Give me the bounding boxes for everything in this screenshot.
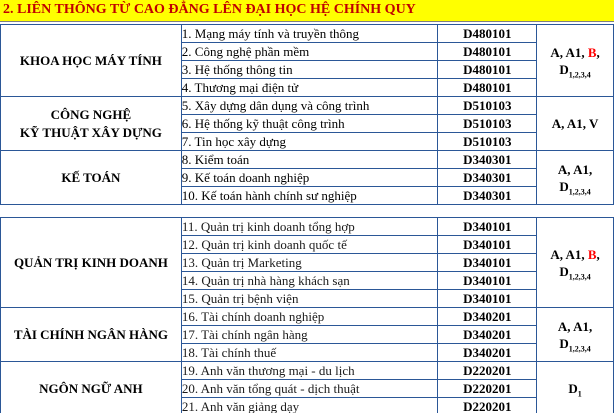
program-code: D340201: [438, 308, 537, 326]
faculty-name-line: QUẢN TRỊ KINH DOANH: [13, 254, 168, 270]
faculty-name-line: TÀI CHÍNH NGÂN HÀNG: [13, 326, 169, 342]
exam-blocks: [537, 362, 614, 413]
program-name: [181, 362, 438, 380]
faculty-name-line: CÔNG NGHỆ: [50, 106, 132, 122]
program-code: D220201: [438, 362, 537, 380]
program-name-text: 10. Kế toán hành chính sư nghiệp: [181, 187, 357, 203]
exam-blocks-d: D: [559, 61, 569, 77]
program-name: [181, 79, 438, 97]
faculty-name-line: KỸ THUẬT XÂY DỰNG: [19, 124, 162, 140]
exam-blocks-d: D: [559, 178, 569, 194]
program-code: D480101: [438, 25, 537, 43]
programs-table-top-body: [1, 25, 614, 205]
exam-blocks-sub: 1,2,3,4: [568, 187, 591, 197]
program-row: [1, 25, 614, 43]
program-name-text: 7. Tin học xây dựng: [181, 133, 286, 149]
program-name-text: 3. Hệ thống thông tin: [181, 61, 293, 77]
program-name-text: 14. Quản trị nhà hàng khách sạn: [181, 272, 350, 288]
exam-blocks-sub: 1,2,3,4: [568, 344, 591, 354]
program-name: [181, 272, 438, 290]
program-name: [181, 326, 438, 344]
program-code: D340301: [438, 169, 537, 187]
program-code: D220201: [438, 380, 537, 398]
program-code: D340301: [438, 151, 537, 169]
program-name: [181, 218, 438, 236]
exam-blocks-d: D: [568, 381, 578, 396]
program-name-text: 20. Anh văn tổng quát - dịch thuật: [181, 380, 360, 396]
exam-blocks-main: A, A1,: [550, 246, 588, 262]
program-name-text: 9. Kế toán doanh nghiệp: [181, 169, 310, 185]
exam-blocks: [537, 218, 614, 308]
program-code: D340101: [438, 272, 537, 290]
exam-blocks-accent: B: [587, 246, 597, 262]
program-name: [181, 344, 438, 362]
program-name: [181, 61, 438, 79]
program-row: [1, 151, 614, 169]
program-name: [181, 25, 438, 43]
programs-table-top: [0, 24, 614, 205]
exam-blocks-main: A, A1, V: [551, 116, 599, 131]
faculty-name: [1, 97, 182, 151]
program-name-text: 2. Công nghệ phần mềm: [181, 43, 310, 59]
program-code: D340101: [438, 218, 537, 236]
program-row: [1, 308, 614, 326]
exam-blocks-main: A, A1,: [557, 318, 593, 334]
faculty-name-line: KHOA HỌC MÁY TÍNH: [19, 52, 162, 68]
exam-blocks-d: D: [559, 263, 569, 279]
section-heading-bar: [0, 0, 614, 22]
faculty-name: [1, 218, 182, 308]
program-name-text: 12. Quản trị kinh doanh quốc tế: [181, 236, 347, 252]
program-name-text: 19. Anh văn thương mại - du lịch: [181, 362, 355, 378]
program-name: [181, 169, 438, 187]
program-code: D510103: [438, 97, 537, 115]
program-name-text: 11. Quản trị kinh doanh tổng hợp: [181, 218, 355, 234]
exam-blocks-sub: 1,2,3,4: [568, 272, 591, 282]
program-name: [181, 187, 438, 205]
programs-table-bottom-body: [1, 218, 614, 413]
program-code: D340101: [438, 290, 537, 308]
program-name-text: 6. Hệ thống kỹ thuật công trình: [181, 115, 345, 131]
exam-blocks-accent: B: [587, 44, 597, 60]
exam-blocks-main: A, A1,: [557, 161, 593, 177]
faculty-name: [1, 362, 182, 413]
program-code: D510103: [438, 133, 537, 151]
program-name: [181, 43, 438, 61]
program-name: [181, 398, 438, 413]
program-code: D220201: [438, 398, 537, 413]
exam-blocks-sub: 1: [577, 389, 582, 399]
program-name: [181, 133, 438, 151]
program-name: [181, 308, 438, 326]
program-name-text: 5. Xây dựng dân dụng và công trình: [181, 97, 370, 113]
exam-blocks: [537, 151, 614, 205]
program-name: [181, 380, 438, 398]
exam-blocks-tail: ,: [596, 246, 600, 262]
program-code: D340301: [438, 187, 537, 205]
faculty-name-line: NGÔN NGỮ ANH: [39, 380, 143, 396]
faculty-name: [1, 151, 182, 205]
program-name: [181, 115, 438, 133]
program-code: D480101: [438, 79, 537, 97]
program-name: [181, 97, 438, 115]
program-code: D340101: [438, 236, 537, 254]
program-code: D510103: [438, 115, 537, 133]
program-row: [1, 218, 614, 236]
program-name-text: 1. Mạng máy tính và truyền thông: [181, 25, 360, 41]
program-name-text: 18. Tài chính thuế: [181, 344, 277, 360]
exam-blocks-tail: ,: [596, 44, 600, 60]
program-name: [181, 254, 438, 272]
exam-blocks-d: D: [559, 335, 569, 351]
faculty-name: [1, 308, 182, 362]
exam-blocks: [537, 308, 614, 362]
program-name: [181, 236, 438, 254]
program-name-text: 8. Kiểm toán: [181, 151, 250, 167]
program-code: D340101: [438, 254, 537, 272]
program-row: [1, 362, 614, 380]
program-code: D340201: [438, 344, 537, 362]
exam-blocks: [537, 25, 614, 97]
program-name: [181, 151, 438, 169]
program-name-text: 13. Quản trị Marketing: [181, 254, 302, 270]
program-name-text: 17. Tài chính ngân hàng: [181, 326, 308, 342]
exam-blocks-sub: 1,2,3,4: [568, 70, 591, 80]
programs-table-bottom: [0, 217, 614, 413]
program-name-text: 15. Quản trị bệnh viện: [181, 290, 299, 306]
exam-blocks: [537, 97, 614, 151]
program-code: D340201: [438, 326, 537, 344]
faculty-name-line: KẾ TOÁN: [61, 169, 121, 185]
program-name: [181, 290, 438, 308]
program-code: D480101: [438, 43, 537, 61]
exam-blocks-main: A, A1,: [550, 44, 588, 60]
faculty-name: [1, 25, 182, 97]
section-heading: 2. LIÊN THÔNG TỪ CAO ĐẲNG LÊN ĐẠI HỌC HỆ CHÍNH QUY: [3, 2, 416, 17]
program-name-text: 4. Thương mại điện tử: [181, 79, 299, 95]
program-name-text: 16. Tài chính doanh nghiệp: [181, 308, 325, 324]
program-name-text: 21. Anh văn giảng dạy: [181, 398, 300, 413]
program-row: [1, 97, 614, 115]
program-code: D480101: [438, 61, 537, 79]
